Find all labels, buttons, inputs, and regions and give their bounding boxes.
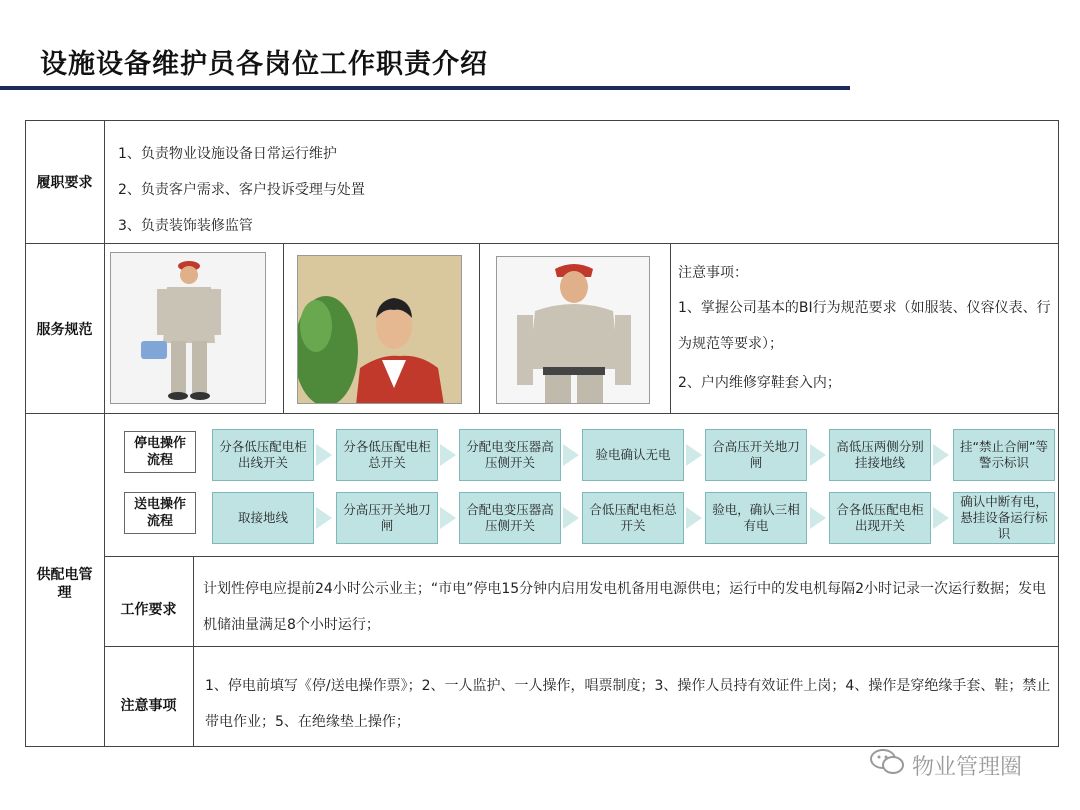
row-divider-work (104, 646, 1059, 647)
outage-step: 分各低压配电柜出线开关 (212, 429, 314, 481)
table-label-divider (104, 120, 105, 747)
flow-arrow (810, 444, 826, 466)
flow-arrow (686, 444, 702, 466)
photo-divider (479, 243, 480, 413)
sub-label-divider (193, 556, 194, 747)
flow-arrow (933, 507, 949, 529)
duties-label: 履职要求 (36, 175, 93, 191)
flow-arrow (563, 444, 579, 466)
work-label: 工作要求 (120, 602, 177, 618)
work-text: 计划性停电应提前24小时公示业主；“市电”停电15分钟内启用发电机备用电源供电；运行中的发电机每隔2小时记录一次运行数据；发电机储油量满足8个小时运行； (203, 581, 1047, 633)
restore-step: 合各低压配电柜出现开关 (829, 492, 931, 544)
duty-item: 2、负责客户需求、客户投诉受理与处置 (118, 182, 365, 198)
wechat-icon (870, 748, 904, 782)
watermark-text: 物业管理圈 (912, 754, 1023, 780)
watermark (870, 748, 1022, 782)
title-underline (0, 86, 850, 90)
service-note: 2、户内维修穿鞋套入内； (678, 375, 841, 391)
service-notes-title: 注意事项： (678, 265, 748, 281)
restore-step: 确认中断有电，悬挂设备运行标识 (953, 492, 1055, 544)
outage-flow-label-text: 停电操作流程 (133, 436, 186, 468)
notes-divider (670, 243, 671, 413)
power-label (25, 566, 104, 602)
uniform-photo-toolbox (110, 252, 266, 404)
outage-flow-label (124, 431, 196, 473)
flow-arrow (686, 507, 702, 529)
row-divider-duties (25, 243, 1059, 244)
flow-arrow (440, 507, 456, 529)
caution-text: 1、停电前填写《停/送电操作票》；2、一人监护、一人操作，唱票制度；3、操作人员持有效证件上岗；4、操作是穿绝缘手套、鞋；禁止带电作业；5、在绝缘垫上操作； (205, 678, 1051, 730)
uniform-photo-front (496, 256, 650, 404)
duty-item: 3、负责装饰装修监管 (118, 218, 253, 234)
outage-step: 合高压开关地刀闸 (705, 429, 807, 481)
flow-arrow (810, 507, 826, 529)
flow-arrow (933, 444, 949, 466)
power-label-text: 供配电管理 (36, 567, 93, 601)
flow-arrow (563, 507, 579, 529)
restore-step: 合配电变压器高压侧开关 (459, 492, 561, 544)
restore-step: 取接地线 (212, 492, 314, 544)
outage-step: 分各低压配电柜总开关 (336, 429, 438, 481)
row-divider-service (25, 413, 1059, 414)
outage-step: 高低压两侧分别挂接地线 (829, 429, 931, 481)
caution-label: 注意事项 (120, 698, 177, 714)
page-title: 设施设备维护员各岗位工作职责介绍 (40, 49, 488, 80)
duty-item: 1、负责物业设施设备日常运行维护 (118, 146, 337, 162)
service-label: 服务规范 (36, 322, 93, 338)
staff-portrait-photo (297, 255, 462, 404)
restore-step: 分高压开关地刀闸 (336, 492, 438, 544)
restore-flow-label-text: 送电操作流程 (133, 497, 186, 529)
row-divider-flow (104, 556, 1059, 557)
outage-step: 验电确认无电 (582, 429, 684, 481)
flow-arrow (440, 444, 456, 466)
outage-step: 挂“禁止合闸”等警示标识 (953, 429, 1055, 481)
flow-arrow (316, 444, 332, 466)
restore-step: 合低压配电柜总开关 (582, 492, 684, 544)
restore-flow-label (124, 492, 196, 534)
photo-divider (283, 243, 284, 413)
flow-arrow (316, 507, 332, 529)
service-note: 1、掌握公司基本的BI行为规范要求（如服装、仪容仪表、行为规范等要求）； (678, 300, 1051, 352)
restore-step: 验电，确认三相有电 (705, 492, 807, 544)
outage-step: 分配电变压器高压侧开关 (459, 429, 561, 481)
